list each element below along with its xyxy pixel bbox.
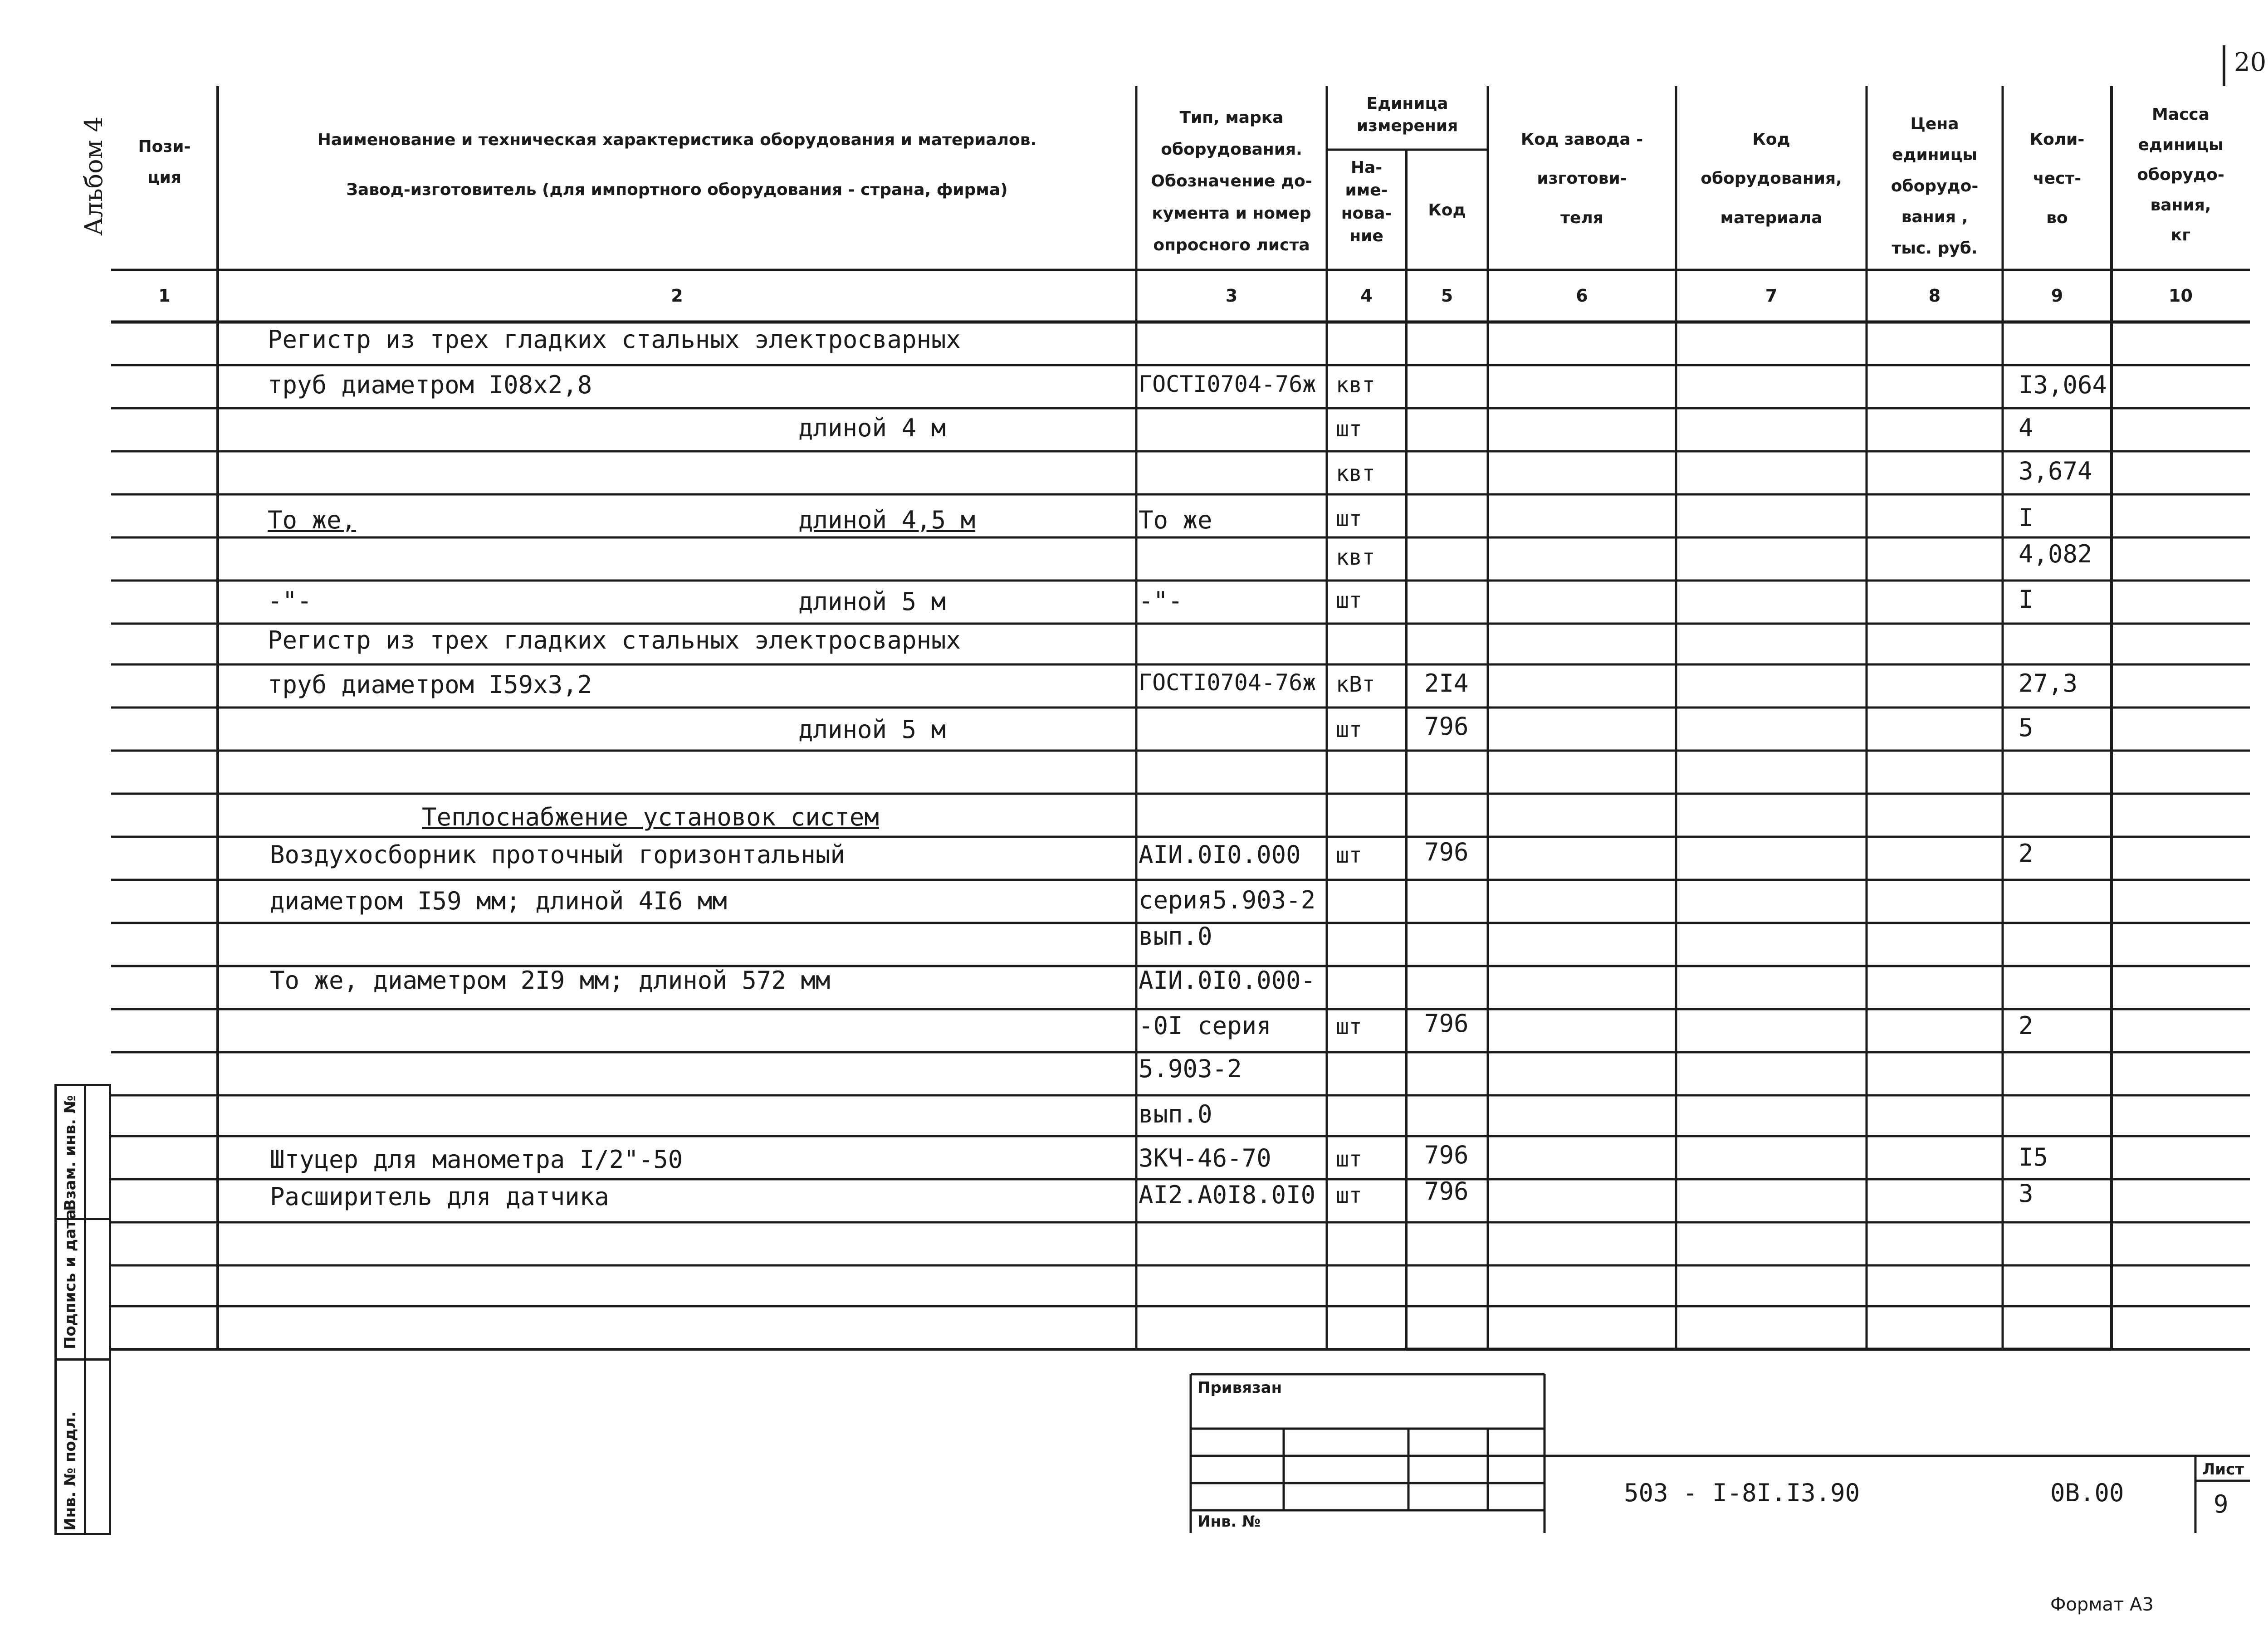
colnum-10: 10: [2169, 286, 2193, 306]
row-7-name: Регистр из трех гладких стальных электросварных: [268, 626, 961, 654]
row-6-name: -"-: [268, 586, 312, 615]
row-12-doc: АIИ.0I0.000: [1139, 840, 1301, 869]
row-4-name: То же,: [268, 506, 357, 534]
row-12-code: 796: [1424, 838, 1469, 866]
colnum-7: 7: [1765, 286, 1778, 306]
row-18-doc: вып.0: [1139, 1100, 1212, 1128]
row-2-name: длиной 4 м: [798, 414, 946, 442]
row-17-doc: 5.903-2: [1139, 1054, 1242, 1083]
row-3-qty: 3,674: [2019, 457, 2092, 485]
row-19-qty: I5: [2019, 1143, 2048, 1171]
header-equipment-code: Код оборудования, материала: [1701, 130, 1842, 227]
section-title: Теплоснабжение установок систем: [422, 803, 879, 831]
colnum-4: 4: [1360, 286, 1373, 306]
row-15-doc: АIИ.0I0.000-: [1139, 966, 1316, 995]
row-19-doc: ЗКЧ-46-70: [1139, 1144, 1271, 1172]
row-13-doc: серия5.903-2: [1139, 886, 1316, 914]
row-5-qty: 4,082: [2019, 540, 2092, 568]
document-code: 0В.00: [2050, 1479, 2124, 1507]
sheet-label: Лист: [2202, 1460, 2244, 1479]
row-4-unit: шт: [1336, 506, 1362, 532]
row-4-name2: длиной 4,5 м: [798, 506, 976, 534]
row-4-qty: I: [2019, 503, 2033, 532]
header-unit-name: На- име- нова- ние: [1341, 158, 1392, 246]
podpis-data-label: Подпись и дата: [61, 1209, 79, 1349]
header-price: Цена единицы оборудо- вания , тыс. руб.: [1891, 115, 1979, 258]
header-doc: Тип, марка оборудования. Обозначение до- кумента и номер опросного листа: [1151, 108, 1312, 254]
row-16-doc: -0I серия: [1139, 1011, 1271, 1040]
row-1-qty: I3,064: [2019, 371, 2107, 399]
row-8-qty: 27,3: [2019, 669, 2078, 698]
inv-podl-label: Инв. № подл.: [61, 1411, 79, 1531]
format-label: Формат А3: [2050, 1594, 2154, 1615]
privyazan-label: Привязан: [1198, 1379, 1282, 1397]
row-13-name: диаметром I59 мм; длиной 4I6 мм: [270, 887, 727, 915]
colnum-2: 2: [671, 286, 683, 306]
row-16-unit: шт: [1336, 1014, 1362, 1040]
row-8-doc: ГОСТI0704-76ж: [1139, 669, 1316, 696]
row-8-unit: кВт: [1336, 672, 1375, 697]
row-12-unit: шт: [1336, 843, 1362, 868]
row-1-doc: ГОСТI0704-76ж: [1139, 371, 1316, 397]
header-factory-code: Код завода - изготови- теля: [1520, 130, 1643, 227]
header-position: Пози- ция: [138, 137, 191, 187]
row-6-doc: -"-: [1139, 586, 1183, 615]
row-6-name2: длиной 5 м: [798, 587, 946, 616]
row-14-doc: вып.0: [1139, 922, 1212, 951]
row-16-code: 796: [1424, 1009, 1469, 1038]
row-6-unit: шт: [1336, 588, 1362, 613]
page-number: 20: [2234, 48, 2267, 77]
row-2-qty: 4: [2019, 414, 2033, 442]
colnum-9: 9: [2051, 286, 2063, 306]
row-9-unit: шт: [1336, 717, 1362, 742]
row-8-name: труб диаметром I59х3,2: [268, 670, 592, 699]
header-name-line1: Наименование и техническая характеристика оборудования и материалов.: [317, 131, 1037, 149]
sheet-number: 9: [2214, 1490, 2229, 1518]
vzam-inv-label: Взам. инв. №: [61, 1095, 79, 1211]
row-0-name: Регистр из трех гладких стальных электросварных: [268, 325, 961, 354]
colnum-8: 8: [1928, 286, 1941, 306]
row-6-qty: I: [2019, 585, 2033, 614]
colnum-3: 3: [1225, 286, 1238, 306]
row-2-unit: шт: [1336, 416, 1362, 442]
document-designation: 503 - I-8I.I3.90: [1624, 1479, 1860, 1507]
colnum-6: 6: [1576, 286, 1588, 306]
row-12-name: Воздухосборник проточный горизонтальный: [270, 840, 845, 869]
header-quantity: Коли- чест- во: [2029, 130, 2085, 227]
row-1-unit: квт: [1336, 372, 1375, 398]
colnum-1: 1: [158, 286, 171, 306]
inv-no-label: Инв. №: [1198, 1513, 1261, 1531]
row-12-qty: 2: [2019, 839, 2033, 868]
row-20-doc: АI2.А0I8.0I0: [1139, 1181, 1316, 1209]
row-20-qty: 3: [2019, 1179, 2033, 1208]
header-name-line2: Завод-изготовитель (для импортного оборудования - страна, фирма): [346, 181, 1008, 199]
header-mass: Масса единицы оборудо- вания, кг: [2137, 105, 2224, 245]
row-15-name: То же, диаметром 2I9 мм; длиной 572 мм: [270, 966, 831, 995]
header-unit-group: Единица измерения: [1356, 94, 1458, 135]
row-4-doc: То же: [1139, 506, 1212, 534]
row-19-code: 796: [1424, 1141, 1469, 1169]
row-5-unit: квт: [1336, 545, 1375, 570]
row-20-code: 796: [1424, 1177, 1469, 1206]
row-8-code: 2I4: [1424, 669, 1469, 698]
row-20-name: Расширитель для датчика: [270, 1182, 609, 1211]
row-3-unit: квт: [1336, 461, 1375, 486]
row-19-name: Штуцер для манометра I/2"-50: [270, 1145, 683, 1174]
row-9-code: 796: [1424, 712, 1469, 741]
row-9-name: длиной 5 м: [798, 715, 946, 744]
row-9-qty: 5: [2019, 713, 2033, 742]
row-19-unit: шт: [1336, 1147, 1362, 1172]
row-16-qty: 2: [2019, 1011, 2033, 1040]
row-1-name: труб диаметром I08х2,8: [268, 371, 592, 399]
row-20-unit: шт: [1336, 1183, 1362, 1208]
album-label: Альбом 4: [79, 116, 108, 236]
colnum-5: 5: [1441, 286, 1453, 306]
header-unit-code: Код: [1428, 201, 1466, 220]
